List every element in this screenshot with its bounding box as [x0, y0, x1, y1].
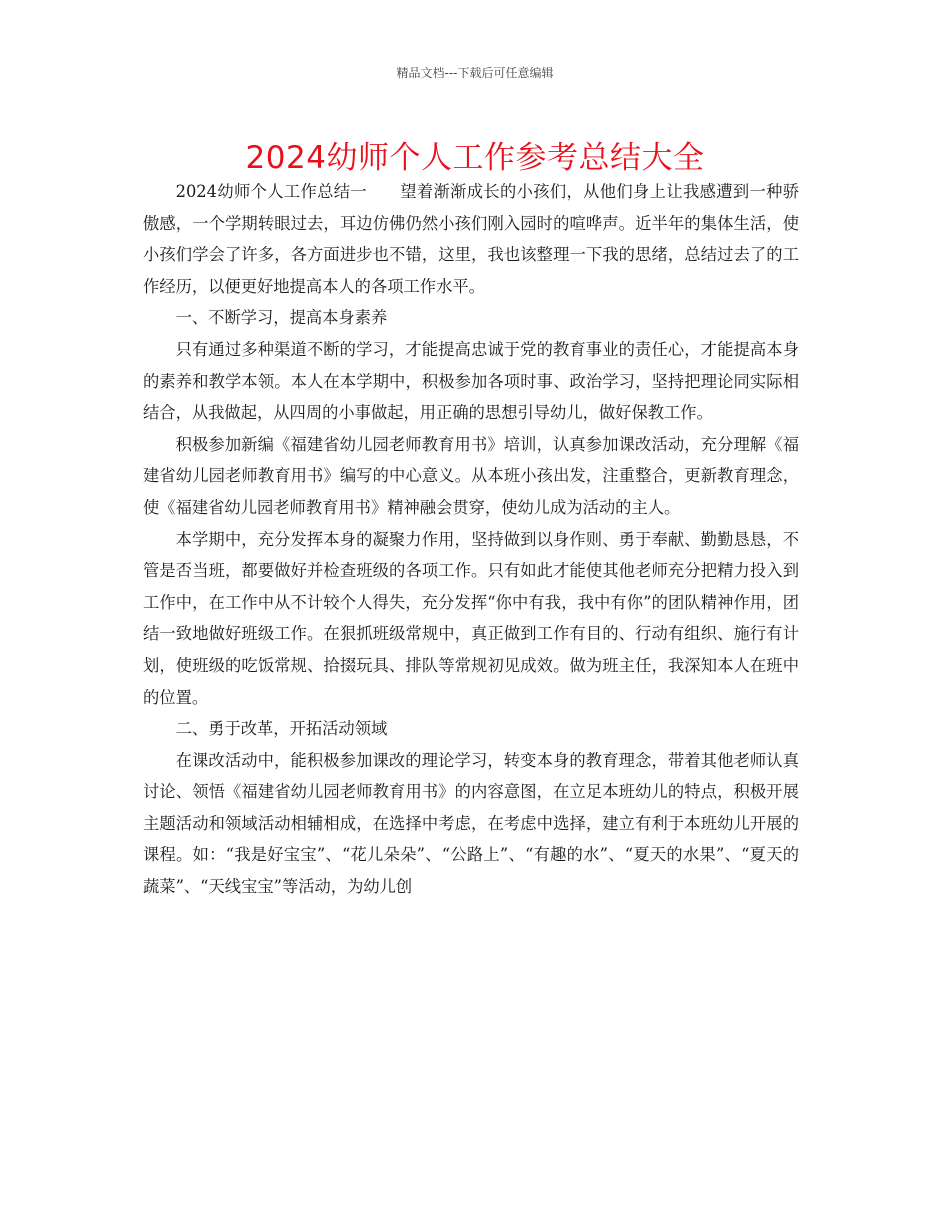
document-title: 2024幼师个人工作参考总结大全 — [245, 140, 705, 176]
paragraph: 只有通过多种渠道不断的学习，才能提高忠诚于党的教育事业的责任心，才能提高本身的素养和教学本领。本人在本学期中，积极参加各项时事、政治学习，坚持把理论同实际相结合，从我做起，从四周的小事做起，用正确的思想引导幼儿，做好保教工作。 — [143, 339, 799, 423]
header-note: 精品文档---下载后可任意编辑 — [396, 66, 554, 80]
paragraph: 积极参加新编《福建省幼儿园老师教育用书》培训，认真参加课改活动，充分理解《福建省幼儿园老师教育用书》编写的中心意义。从本班小孩出发，注重整合，更新教育理念，使《福建省幼儿园老师教育用书》精神融会贯穿，使幼儿成为活动的主人。 — [143, 434, 799, 517]
paragraph: 本学期中，充分发挥本身的凝聚力作用，坚持做到以身作则、勇于奉献、勤勤恳恳，不管是否当班，都要做好并检查班级的各项工作。只有如此才能使其他老师充分把精力投入到工作中，在工作中从不计较个人得失，充分发挥“你中有我，我中有你”的团队精神作用，团结一致地做好班级工作。在狠抓班级常规中，真正做到工作有目的、行动有组织、施行有计划，使班级的吃饭常规、拾掇玩具、排队等常规初见成效。做为班主任，我深知本人在班中的位置。 — [143, 529, 799, 707]
document-body — [143, 176, 799, 903]
paragraph-intro: 2024幼师个人工作总结一 望着渐渐成长的小孩们，从他们身上让我感遭到一种骄傲感，一个学期转眼过去，耳边仿佛仍然小孩们刚入园时的喧哗声。近半年的集体生活，使小孩们学会了许多，各方面进步也不错，这里，我也该整理一下我的思绪，总结过去了的工作经历，以便更好地提高本人的各项工作水平。 — [143, 182, 799, 296]
section-heading-2: 二、勇于改革，开拓活动领域 — [175, 719, 388, 739]
paragraph: 在课改活动中，能积极参加课改的理论学习，转变本身的教育理念，带着其他老师认真讨论、领悟《福建省幼儿园老师教育用书》的内容意图，在立足本班幼儿的特点，积极开展主题活动和领域活动相辅相成，在选择中考虑，在考虑中选择，建立有利于本班幼儿开展的课程。如：“我是好宝宝”、“花儿朵朵”、“公路上”、“有趣的水”、“夏天的水果”、“夏天的蔬菜”、“天线宝宝”等活动，为幼儿创 — [143, 750, 799, 897]
section-heading-1: 一、不断学习，提高本身素养 — [175, 308, 388, 328]
